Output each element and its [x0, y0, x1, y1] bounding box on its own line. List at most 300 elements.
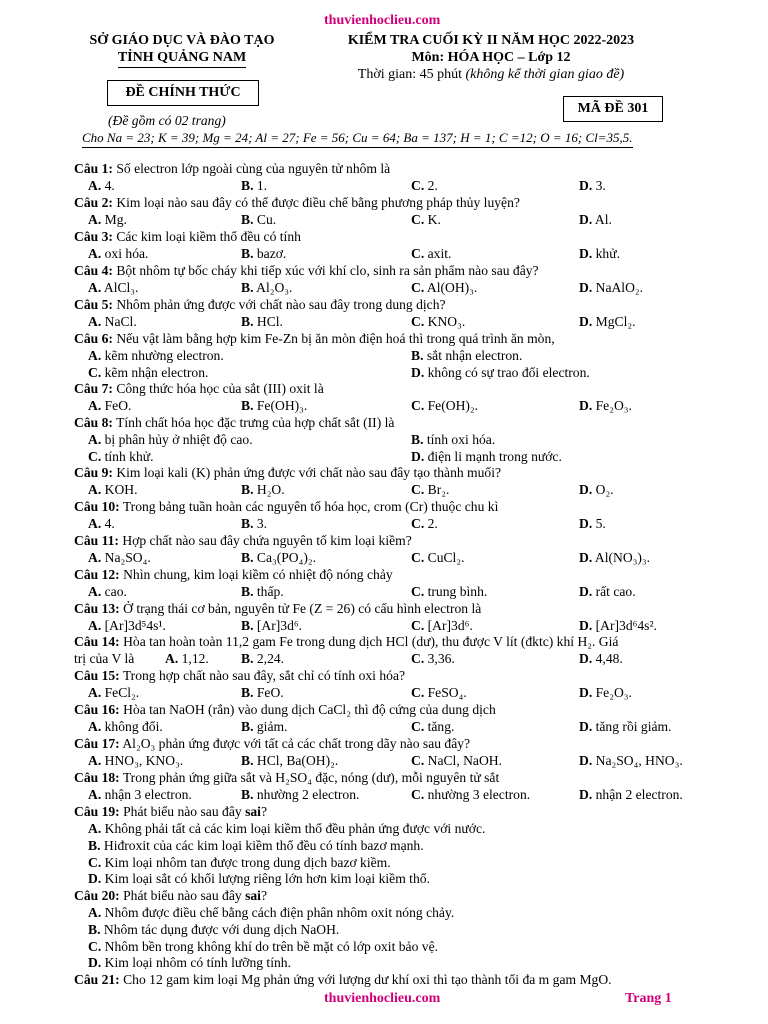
option-text: NaCl.	[104, 314, 137, 329]
question-text: Nếu vật làm bằng hợp kim Fe-Zn bị ăn mòn điện hoá thì trong quá trình ăn mòn,	[116, 331, 555, 346]
option-letter: D.	[579, 516, 593, 531]
answer-option-c[interactable]	[411, 516, 438, 533]
option-letter: D.	[579, 280, 593, 295]
option-letter: C.	[88, 938, 102, 954]
answer-option-d[interactable]	[579, 482, 614, 499]
option-text: trung bình.	[427, 584, 488, 599]
option-text: oxi hóa.	[104, 246, 149, 261]
option-text: rất cao.	[595, 584, 636, 599]
option-letter: C.	[411, 212, 425, 227]
answer-option-b[interactable]	[241, 753, 338, 770]
question-text: Các kim loại kiềm thổ đều có tính	[116, 229, 301, 244]
option-text: Al(OH)₃.	[426, 280, 478, 295]
question-end: ?	[260, 804, 267, 819]
question-emphasis: sai	[245, 804, 261, 819]
answer-option-d[interactable]	[579, 314, 636, 331]
option-letter: A.	[88, 753, 102, 768]
answer-option-a[interactable]	[88, 787, 192, 804]
option-letter: C.	[411, 584, 425, 599]
answer-option-a[interactable]	[88, 753, 183, 770]
answer-option-b[interactable]	[241, 212, 276, 229]
option-letter: B.	[241, 618, 254, 633]
option-text: FeCl₂.	[104, 685, 140, 700]
option-letter: B.	[411, 348, 424, 363]
answer-option-a[interactable]	[88, 905, 454, 922]
option-text: nhường 2 electron.	[256, 787, 360, 802]
option-text: KOH.	[104, 482, 138, 497]
option-text: Na₂SO₄, HNO₃.	[595, 753, 683, 768]
answer-option-c[interactable]	[411, 398, 478, 415]
question-text-cont: trị của V là	[74, 651, 135, 666]
question-stem	[74, 263, 714, 280]
option-text: FeSO₄.	[427, 685, 467, 700]
answer-option-c[interactable]	[411, 719, 454, 736]
option-text: kẽm nhường electron.	[104, 348, 224, 363]
option-letter: C.	[411, 550, 425, 565]
question-stem	[74, 195, 714, 212]
question-stem	[74, 770, 714, 787]
option-text: điện li mạnh trong nước.	[427, 449, 562, 464]
option-letter: D.	[579, 719, 593, 734]
option-text: 3.	[595, 178, 606, 193]
option-letter: C.	[411, 685, 425, 700]
option-letter: D.	[579, 398, 593, 413]
answer-option-d[interactable]	[579, 685, 632, 702]
answer-option-d[interactable]	[579, 280, 643, 297]
option-text: Kim loại sắt có khối lượng riêng lớn hơn kim loại kiềm thổ.	[104, 871, 430, 887]
question-stem	[74, 634, 714, 651]
option-text: nhận 3 electron.	[104, 787, 192, 802]
option-letter: C.	[88, 854, 102, 870]
option-letter: D.	[88, 955, 102, 971]
option-text: Al(NO₃)₃.	[594, 550, 651, 565]
option-text: axit.	[427, 246, 452, 261]
option-text: Fe₂O₃.	[595, 398, 632, 413]
option-letter: D.	[579, 651, 593, 666]
option-text: 2.	[427, 178, 438, 193]
header-department	[72, 32, 292, 68]
question-label: Câu 1:	[74, 161, 113, 176]
answer-option-a[interactable]	[165, 651, 209, 668]
exam-time-note: (không kể thời gian giao đề)	[465, 67, 625, 82]
question-text: Ở trạng thái cơ bản, nguyên tử Fe (Z = 26) có cấu hình electron là	[123, 601, 482, 616]
question-label: Câu 12:	[74, 567, 120, 582]
option-letter: D.	[579, 246, 593, 261]
question-text: Hợp chất nào sau đây chứa nguyên tố kim loại kiềm?	[122, 533, 412, 548]
option-text: AlCl₃.	[103, 280, 139, 295]
answer-option-b[interactable]	[88, 838, 424, 855]
answer-option-b[interactable]	[241, 516, 267, 533]
question-stem	[74, 804, 714, 821]
question-text: Phát biểu nào sau đây	[123, 888, 242, 903]
option-letter: C.	[411, 753, 425, 768]
exam-time: Thời gian: 45 phút	[357, 67, 462, 82]
option-letter: B.	[88, 837, 101, 853]
question-label: Câu 17:	[74, 736, 120, 751]
option-text: FeO.	[256, 685, 284, 700]
answer-option-c[interactable]	[411, 584, 487, 601]
option-text: [Ar]3d⁶4s².	[595, 618, 657, 633]
question-stem	[74, 533, 714, 550]
option-text: NaCl, NaOH.	[427, 753, 502, 768]
option-letter: D.	[579, 584, 593, 599]
question-label: Câu 18:	[74, 770, 120, 785]
option-text: HCl.	[256, 314, 283, 329]
question-stem	[74, 736, 714, 753]
option-letter: A.	[165, 651, 179, 666]
official-badge: ĐỀ CHÍNH THỨC	[107, 80, 259, 106]
option-text: CuCl₂.	[427, 550, 465, 565]
option-text: O₂.	[595, 482, 614, 497]
option-letter: B.	[241, 719, 254, 734]
option-letter: C.	[411, 719, 425, 734]
answer-option-d[interactable]	[579, 246, 620, 263]
answer-option-a[interactable]	[88, 398, 131, 415]
answer-option-a[interactable]	[88, 516, 115, 533]
question-text: Nhôm phản ứng được với chất nào sau đây trong dung dịch?	[116, 297, 446, 312]
answer-option-c[interactable]	[88, 449, 154, 466]
answer-option-a[interactable]	[88, 550, 151, 567]
answer-option-b[interactable]	[241, 651, 284, 668]
option-letter: B.	[241, 398, 254, 413]
option-text: tăng rồi giảm.	[595, 719, 672, 734]
answer-option-a[interactable]	[88, 719, 163, 736]
answer-option-a[interactable]	[88, 314, 137, 331]
option-text: tính oxi hóa.	[426, 432, 496, 447]
option-letter: C.	[411, 314, 425, 329]
question-label: Câu 15:	[74, 668, 120, 683]
question-end: ?	[260, 888, 267, 903]
answer-option-a[interactable]	[88, 178, 115, 195]
option-text: nhận 2 electron.	[595, 787, 683, 802]
option-text: Br₂.	[427, 482, 450, 497]
option-letter: D.	[579, 314, 593, 329]
option-text: 4.	[104, 178, 115, 193]
question-text: Phát biểu nào sau đây	[123, 804, 242, 819]
answer-option-b[interactable]	[241, 787, 359, 804]
question-label: Câu 9:	[74, 465, 113, 480]
question-label: Câu 7:	[74, 381, 113, 396]
option-letter: B.	[88, 921, 101, 937]
dept-line-2: TỈNH QUẢNG NAM	[118, 49, 246, 68]
option-letter: A.	[88, 482, 102, 497]
option-text: tính khử.	[104, 449, 154, 464]
option-text: 2,24.	[256, 651, 285, 666]
option-letter: A.	[88, 584, 102, 599]
option-letter: A.	[88, 348, 102, 363]
answer-option-c[interactable]	[411, 178, 438, 195]
question-stem	[74, 415, 714, 432]
option-letter: C.	[411, 398, 425, 413]
page-count-note: (Đề gồm có 02 trang)	[108, 113, 226, 128]
option-text: Mg.	[104, 212, 127, 227]
answer-option-b[interactable]	[241, 719, 287, 736]
question-stem	[74, 465, 714, 482]
header-exam	[326, 32, 656, 83]
option-letter: B.	[241, 246, 254, 261]
option-text: Fe(OH)₂.	[427, 398, 479, 413]
option-letter: B.	[241, 651, 254, 666]
answer-option-c[interactable]	[411, 482, 449, 499]
answer-option-d[interactable]	[579, 212, 612, 229]
question-text: Bột nhôm tự bốc cháy khi tiếp xúc với khí clo, sinh ra sản phẩm nào sau đây?	[116, 263, 539, 278]
option-letter: B.	[241, 314, 254, 329]
option-text: kẽm nhận electron.	[104, 365, 209, 380]
question-text: Al₂O₃ phản ứng được với tất cả các chất trong dãy nào sau đây?	[122, 736, 471, 751]
option-text: không đổi.	[104, 719, 163, 734]
question-text: Trong hợp chất nào sau đây, sắt chỉ có tính oxi hóa?	[122, 668, 406, 683]
option-text: Không phải tất cả các kim loại kiềm thổ đều phản ứng được với nước.	[104, 821, 486, 836]
option-text: Kim loại nhôm tan được trong dung dịch bazơ kiềm.	[104, 854, 391, 870]
option-letter: B.	[241, 753, 254, 768]
question-label: Câu 2:	[74, 195, 113, 210]
option-letter: B.	[241, 685, 254, 700]
option-text: FeO.	[104, 398, 132, 413]
option-letter: C.	[411, 651, 425, 666]
answer-option-a[interactable]	[88, 584, 127, 601]
answer-option-b[interactable]	[241, 482, 285, 499]
question-stem	[74, 161, 714, 178]
answer-option-a[interactable]	[88, 821, 485, 838]
answer-option-d[interactable]	[88, 955, 291, 972]
option-letter: D.	[579, 178, 593, 193]
answer-option-d[interactable]	[411, 449, 562, 466]
option-letter: D.	[411, 365, 425, 380]
question-label: Câu 14:	[74, 634, 120, 649]
answer-option-a[interactable]	[88, 685, 139, 702]
option-letter: D.	[411, 449, 425, 464]
answer-option-c[interactable]	[88, 365, 208, 382]
question-text: Số electron lớp ngoài cùng của nguyên tử nhôm là	[116, 161, 391, 176]
option-text: H₂O.	[256, 482, 285, 497]
option-letter: A.	[88, 618, 102, 633]
option-letter: B.	[241, 550, 254, 565]
option-letter: A.	[88, 905, 102, 920]
question-stem	[74, 668, 714, 685]
answer-option-d[interactable]	[579, 584, 636, 601]
option-text: cao.	[104, 584, 127, 599]
answer-option-b[interactable]	[241, 280, 292, 297]
option-text: 1.	[256, 178, 268, 193]
option-text: Cu.	[256, 212, 277, 227]
option-letter: A.	[88, 246, 102, 261]
option-letter: A.	[88, 787, 102, 802]
option-text: 1,12.	[181, 651, 209, 666]
option-text: 3,36.	[427, 651, 455, 666]
option-text: bazơ.	[256, 246, 287, 261]
answer-option-c[interactable]	[88, 939, 438, 956]
answer-option-b[interactable]	[241, 584, 284, 601]
site-watermark-top: thuvienhoclieu.com	[324, 13, 441, 28]
answer-option-c[interactable]	[411, 618, 473, 635]
option-letter: C.	[411, 246, 425, 261]
question-text: Cho 12 gam kim loại Mg phản ứng với lượng dư khí oxi thì tạo thành tối đa m gam MgO.	[123, 972, 612, 987]
answer-option-a[interactable]	[88, 246, 148, 263]
answer-option-a[interactable]	[88, 280, 138, 297]
question-text: Trong phản ứng giữa sắt và H₂SO₄ đặc, nóng (dư), mỗi nguyên tử sắt	[122, 770, 500, 785]
answer-option-c[interactable]	[411, 212, 441, 229]
option-text: Nhôm bền trong không khí do trên bề mặt có lớp oxit bảo vệ.	[104, 938, 439, 954]
option-text: 2.	[427, 516, 438, 531]
option-letter: D.	[579, 550, 593, 565]
page-number: Trang 1	[625, 991, 672, 1006]
answer-option-c[interactable]	[411, 685, 467, 702]
option-text: [Ar]3d⁵4s¹.	[104, 618, 166, 633]
answer-option-d[interactable]	[579, 516, 606, 533]
question-text: Kim loại kali (K) phản ứng được với chất nào sau đây tạo thành muối?	[116, 465, 502, 480]
answer-option-a[interactable]	[88, 348, 224, 365]
option-text: Ca₃(PO₄)₂.	[256, 550, 317, 565]
option-letter: B.	[241, 280, 254, 295]
option-letter: C.	[411, 280, 425, 295]
option-text: tăng.	[427, 719, 455, 734]
option-letter: C.	[411, 482, 425, 497]
question-text: Nhìn chung, kim loại kiềm có nhiệt độ nóng chảy	[123, 567, 393, 582]
option-text: HCl, Ba(OH)₂.	[256, 753, 339, 768]
answer-option-c[interactable]	[411, 651, 455, 668]
option-letter: B.	[411, 432, 424, 447]
option-text: Fe₂O₃.	[595, 685, 632, 700]
option-letter: D.	[579, 787, 593, 802]
question-label: Câu 10:	[74, 499, 120, 514]
question-stem	[74, 331, 714, 348]
option-text: [Ar]3d⁶.	[427, 618, 473, 633]
question-stem	[74, 702, 714, 719]
question-label: Câu 5:	[74, 297, 113, 312]
option-text: NaAlO₂.	[595, 280, 644, 295]
option-text: MgCl₂.	[595, 314, 636, 329]
option-letter: B.	[241, 584, 254, 599]
question-text: Công thức hóa học của sắt (III) oxit là	[116, 381, 324, 396]
answer-option-b[interactable]	[241, 550, 316, 567]
answer-option-d[interactable]	[579, 398, 632, 415]
answer-option-b[interactable]	[241, 618, 302, 635]
question-stem	[74, 888, 714, 905]
option-text: K.	[427, 212, 441, 227]
site-watermark-bottom: thuvienhoclieu.com	[324, 991, 441, 1006]
answer-option-a[interactable]	[88, 432, 253, 449]
question-label: Câu 8:	[74, 415, 113, 430]
exam-time-line	[326, 66, 656, 83]
option-text: [Ar]3d⁶.	[256, 618, 303, 633]
question-stem	[74, 601, 714, 618]
dept-line-1: SỞ GIÁO DỤC VÀ ĐÀO TẠO	[89, 33, 275, 48]
option-letter: A.	[88, 821, 102, 836]
answer-option-b[interactable]	[241, 685, 284, 702]
question-label: Câu 16:	[74, 702, 120, 717]
option-letter: C.	[411, 618, 425, 633]
option-letter: C.	[411, 516, 425, 531]
answer-option-b[interactable]	[411, 432, 495, 449]
question-label: Câu 6:	[74, 331, 113, 346]
answer-option-b[interactable]	[241, 246, 286, 263]
option-text: thấp.	[256, 584, 284, 599]
option-letter: A.	[88, 719, 102, 734]
answer-option-c[interactable]	[411, 753, 502, 770]
option-text: Na₂SO₄.	[104, 550, 151, 565]
option-letter: A.	[88, 398, 102, 413]
answer-option-d[interactable]	[579, 178, 606, 195]
answer-option-d[interactable]	[579, 787, 683, 804]
option-letter: A.	[88, 516, 102, 531]
answer-option-c[interactable]	[411, 314, 465, 331]
question-label: Câu 21:	[74, 972, 120, 987]
option-letter: A.	[88, 280, 102, 295]
answer-option-d[interactable]	[579, 753, 683, 770]
question-text: Hòa tan NaOH (rắn) vào dung dịch CaCl₂ thì độ cứng của dung dịch	[123, 702, 496, 717]
option-text: Al₂O₃.	[256, 280, 293, 295]
question-stem	[74, 567, 714, 584]
question-text: Kim loại nào sau đây có thể được điều chế bằng phương pháp thủy luyện?	[116, 195, 520, 210]
exam-code-badge: MÃ ĐỀ 301	[563, 96, 663, 122]
answer-option-c[interactable]	[411, 550, 464, 567]
question-emphasis: sai	[245, 888, 261, 903]
option-letter: D.	[579, 482, 593, 497]
option-text: nhường 3 electron.	[427, 787, 531, 802]
option-text: Al.	[594, 212, 612, 227]
answer-option-a[interactable]	[88, 618, 166, 635]
answer-option-d[interactable]	[579, 719, 672, 736]
answer-option-d[interactable]	[579, 651, 623, 668]
option-text: khử.	[595, 246, 620, 261]
exam-title: KIỂM TRA CUỐI KỲ II NĂM HỌC 2022-2023	[347, 33, 635, 48]
question-text: Tính chất hóa học đặc trưng của hợp chất sắt (II) là	[116, 415, 395, 430]
answer-option-a[interactable]	[88, 212, 127, 229]
answer-option-c[interactable]	[411, 280, 477, 297]
option-text: Fe(OH)₃.	[256, 398, 308, 413]
question-label: Câu 20:	[74, 888, 120, 903]
question-stem	[74, 499, 714, 516]
option-letter: A.	[88, 432, 102, 447]
option-letter: C.	[411, 178, 425, 193]
answer-option-b[interactable]	[88, 922, 339, 939]
answer-option-d[interactable]	[579, 618, 657, 635]
answer-option-b[interactable]	[411, 348, 522, 365]
option-letter: D.	[579, 212, 593, 227]
option-text: Nhôm tác dụng được với dung dịch NaOH.	[103, 921, 340, 937]
option-letter: C.	[411, 787, 425, 802]
answer-option-d[interactable]	[88, 871, 430, 888]
answer-option-c[interactable]	[88, 855, 391, 872]
question-label: Câu 4:	[74, 263, 113, 278]
question-label: Câu 13:	[74, 601, 120, 616]
option-letter: D.	[579, 685, 593, 700]
option-text: 3.	[256, 516, 268, 531]
question-label: Câu 19:	[74, 804, 120, 819]
answer-option-d[interactable]	[411, 365, 590, 382]
answer-option-b[interactable]	[241, 398, 307, 415]
option-letter: D.	[579, 753, 593, 768]
option-text: 4.	[104, 516, 115, 531]
answer-option-a[interactable]	[88, 482, 137, 499]
option-text: 4,48.	[595, 651, 623, 666]
option-text: Kim loại nhôm có tính lưỡng tính.	[104, 955, 291, 971]
answer-option-b[interactable]	[241, 178, 267, 195]
answer-option-d[interactable]	[579, 550, 650, 567]
exam-subject: Môn: HÓA HỌC – Lớp 12	[411, 50, 571, 65]
option-letter: B.	[241, 178, 254, 193]
option-letter: C.	[88, 365, 102, 380]
answer-option-c[interactable]	[411, 246, 451, 263]
question-label: Câu 11:	[74, 533, 119, 548]
question-stem	[74, 229, 714, 246]
question-text: Trong bảng tuần hoàn các nguyên tố hóa học, crom (Cr) thuộc chu kì	[122, 499, 499, 514]
question-stem	[74, 297, 714, 314]
option-text: HNO₃, KNO₃.	[104, 753, 184, 768]
option-letter: B.	[241, 482, 254, 497]
answer-option-c[interactable]	[411, 787, 530, 804]
answer-option-b[interactable]	[241, 314, 283, 331]
